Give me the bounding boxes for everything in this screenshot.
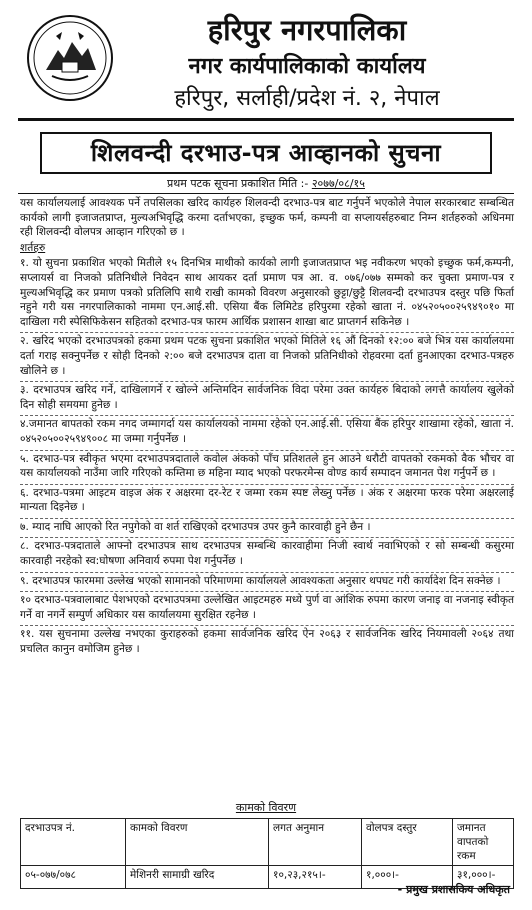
- header-divider: [18, 118, 514, 121]
- col-bid-number: दरभाउपत्र नं.: [21, 819, 126, 866]
- term-item: ५. दरभाउ-पत्र स्वीकृत भएमा दरभाउपत्रदाताले कवोल अंकको पाँच प्रतिशतले हुन आउने धरौटी वापतको रकमको वैक भौचर वा यस कार्यालयको नाउँमा जारि गरिएको कम्तिमा छ महिना म्याद भएको परफरमेन्स वोण्ड कार्य सम्पादन जमानत पेश गर्नुपर्ने छ ।: [20, 451, 514, 485]
- publication-line: [0, 176, 532, 191]
- works-heading: कामको विवरण: [235, 801, 297, 814]
- municipality-name: हरिपुर नगरपालिका: [207, 13, 407, 47]
- col-cost-estimate: लगत अनुमान: [269, 819, 362, 866]
- cell-bid-number: ०५-०७७/०७८: [21, 866, 126, 889]
- cell-bid-fee: १,०००।-: [362, 866, 453, 889]
- published-date: २०७७/०८/१५: [311, 177, 365, 190]
- office-address: हरिपुर, सर्लाही/प्रदेश नं. २, नेपाल: [174, 86, 440, 111]
- term-item: १. यो सुचना प्रकाशित भएको मितीले १५ दिनभित्र माथीको कार्यको लागी इजाजतप्राप्त भइ नवीकरण भएको इच्छुक फर्म,कम्पनी, सप्लायर्स वा निजको प्रतिनिधीले निवेदन साथ आयकर दर्ता प्रमाण पत्र आ. व. ०७६/०७७ सम्मको कर चुक्ता प्रमाण-पत्र र मुल्यअभिवृद्धि कर प्रमाण पत्रको प्रतिलिपि साथै राखी कामको विवरण अनुसारको छुट्टा/छुट्टै शिलवन्दी दरभाउपत्र दस्तुर पछि फिर्ता नहुने गरी यस नगरपालिकाको नाममा एन.आई.सी. एसिया बैंक लिमिटेड हरिपुरमा रहेको खाता नं. ०४५२०५००२५९४९०१० मा दाखिला गरी स्पेसिफिकेसन सहितको दरभाउ-पत्र फारम आर्थिक प्रशासन शाखा बाट प्राप्तगर्न सकिनेछ ।: [20, 255, 514, 333]
- term-item: ११. यस सुचनामा उल्लेख नभएका कुराहरुको हकमा सार्वजनिक खरिद ऐन २०६३ र सार्वजनिक खरिद नियमावली २०६४ तथा प्रचलित कानुन वमोजिम हुनेछ ।: [20, 628, 514, 656]
- title-divider: [18, 193, 514, 194]
- intro-paragraph: यस कार्यालयलाई आवश्यक पर्ने तपसिलका खरिद कार्यहरु शिलवन्दी दरभाउ-पत्र बाट गर्नुपर्ने भएकोले नेपाल सरकारबाट सम्बन्धित कार्यको लागी इजाजतप्राप्त, मुल्यअभिवृद्धि करमा दर्ताभएका, इच्छुक फर्म, कम्पनी वा सप्लायर्सहरुबाट निम्न शर्तहरुको अधिनमा रही शिलवन्दी वोलपत्र आव्हान गरिएको छ ।: [20, 197, 514, 239]
- notice-title: शिलवन्दी दरभाउ-पत्र आव्हानको सुचना: [40, 132, 492, 174]
- term-item: ७. म्याद नाघि आएको रित नपुगेको वा शर्त राखिएको दरभाउपत्र उपर कुनै कारवाही हुने छैन ।: [20, 519, 514, 539]
- term-item: ८. दरभाउ-पत्रदाताले आफ्नो दरभाउपत्र साथ दरभाउपत्र सम्बन्धि कारवाहीमा निजी स्वार्थ नवाभिएको र सो सम्बन्धी कसुरमा कारवाही नरहेको स्व:घोषणा अनिवार्य रुपमा पेश गर्नुपर्नेछ ।: [20, 538, 514, 572]
- table-header-row: [21, 819, 514, 866]
- term-item: ३. दरभाउपत्र खरिद गर्ने, दाखिलागर्ने र खोल्ने अन्तिमदिन सार्वजनिक विदा परेमा उक्त कार्यहरु बिदाको लगत्तै कार्यालय खुलेको दिन सोही समयमा हुनेछ ।: [20, 382, 514, 416]
- col-security-amount: जमानत वापतको रकम: [453, 819, 514, 866]
- letterhead: [0, 0, 532, 110]
- term-item: १० दरभाउ-पत्रवालाबाट पेशभएको दरभाउपत्रमा उल्लेखित आइटमहरु मध्ये पुर्ण वा आंशिक रुपमा कारण जनाइ वा नजनाइ स्वीकृत गर्ने वा नगर्ने सम्पुर्ण अधिकार यस कार्यालयमा सुरक्षित रहनेछ ।: [20, 592, 514, 626]
- terms-list: [20, 255, 514, 659]
- cell-security-amount: ३१,०००।-: [453, 866, 514, 889]
- emblem-logo-icon: [26, 14, 114, 102]
- cell-work-description: मेशिनरी सामाग्री खरिद: [126, 866, 269, 889]
- term-item: ९. दरभाउपत्र फारममा उल्लेख भएको सामानको परिमाणमा कार्यालयले आवश्यकता अनुसार थपघट गरी कार्यादेश दिन सक्नेछ ।: [20, 573, 514, 593]
- term-item: ४.जमानत बापतको रकम नगद जम्मागर्दा यस कार्यालयको नाममा रहेको एन.आई.सी. एसिया बैंक हरिपुर शाखामा रहेको, खाता नं. ०४५२०५००२५९४९००८ मा जम्मा गर्नुपर्नेछ ।: [20, 416, 514, 450]
- term-item: २. खरिद भएको दरभाउपत्रको हकमा प्रथम पटक सुचना प्रकाशित भएको मितिले १६ औं दिनको १२:०० बजे भित्र यस कार्यालयमा दर्ता गराइ सक्नुपर्नेछ र सोही दिनको २:०० बजे दरभाउपत्र दाता वा निजको प्रतिनिधीको रोहवरमा दर्ता हुनआएका दरभाउ-पत्रहरु खोलिने छ ।: [20, 333, 514, 382]
- office-name: नगर कार्यपालिकाको कार्यालय: [188, 54, 426, 79]
- term-item: ६. दरभाउ-पत्रमा आइटम वाइज अंक र अक्षरमा दर-रेट र जम्मा रकम स्पष्ट लेख्नु पर्नेछ । अंक र अक्षरमा फरक परेमा अक्षरलाई मान्यता दिइनेछ ।: [20, 485, 514, 519]
- col-bid-fee: वोलपत्र दस्तुर: [362, 819, 453, 866]
- notice-body: [20, 196, 514, 660]
- terms-heading: शर्तहरु: [20, 241, 46, 254]
- col-work-description: कामको विवरण: [126, 819, 269, 866]
- signatory: - प्रमुख प्रशासकिय अधिकृत: [397, 883, 510, 896]
- published-label: प्रथम पटक सूचना प्रकाशित मिति :-: [166, 177, 309, 190]
- cell-cost-estimate: १०,२३,२१५।-: [269, 866, 362, 889]
- works-table: [20, 818, 514, 889]
